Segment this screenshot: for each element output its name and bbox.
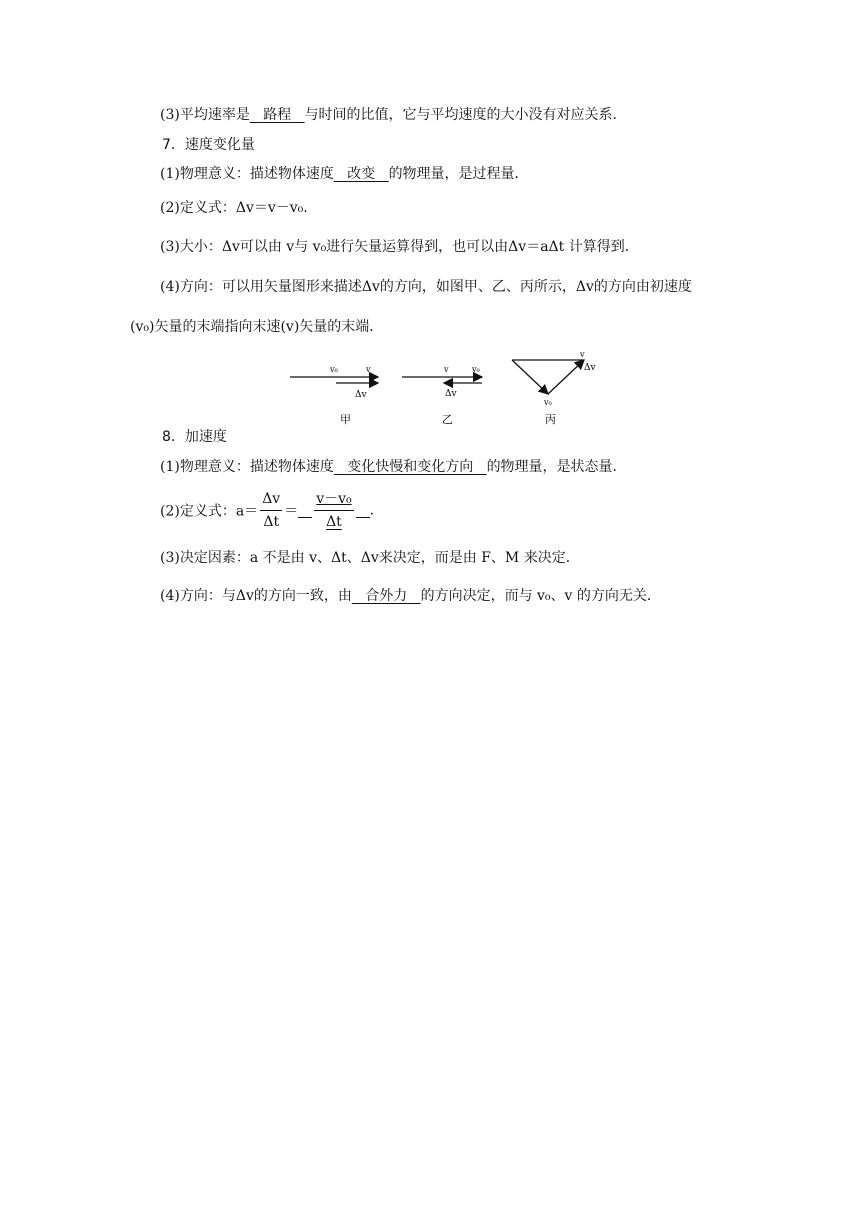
- accel-fraction-1-den: Δt: [263, 514, 280, 530]
- avg-speed-line: [160, 106, 627, 124]
- accel-definition-line: [160, 490, 374, 531]
- jia-label: 甲: [340, 413, 351, 426]
- dv-meaning-prefix: (1)物理意义：描述物体速度: [160, 166, 334, 182]
- bing-v0-arrow: [512, 360, 548, 394]
- bing-dv-arrow: [548, 360, 584, 394]
- accel-fraction-1: [260, 490, 282, 531]
- accel-fraction-1-num: Δv: [262, 491, 281, 507]
- dv-meaning-line: [160, 165, 529, 183]
- vector-figures: [0, 350, 860, 430]
- accel-definition-end: .: [369, 502, 375, 519]
- accel-fraction-2-den: Δt: [326, 514, 342, 530]
- jia-v0-label: v₀: [330, 365, 338, 374]
- accel-direction-blank: 合外力: [365, 588, 408, 604]
- accel-meaning-suffix: 的物理量，是状态量．: [486, 459, 627, 475]
- bing-label: 丙: [545, 413, 556, 426]
- bing-dv-label: Δv: [584, 363, 596, 373]
- accel-meaning-blank: 变化快慢和变化方向: [347, 459, 474, 475]
- accel-meaning-line: [160, 458, 627, 476]
- avg-speed-blank: 路程: [263, 107, 292, 123]
- yi-label: 乙: [442, 413, 453, 426]
- yi-v-label: v: [444, 365, 449, 374]
- jia-dv-label: Δv: [355, 390, 367, 400]
- dv-magnitude-line: (3)大小：Δv可以由 v与 v₀进行矢量运算得到，也可以由Δv＝aΔt 计算得到．: [160, 239, 639, 255]
- dv-meaning-blank: 改变: [347, 166, 376, 182]
- avg-speed-prefix: (3)平均速率是: [160, 107, 250, 123]
- figure-jia: [290, 365, 378, 426]
- bing-v0-label: v₀: [544, 398, 552, 407]
- accel-definition-prefix: (2)定义式：a＝: [160, 503, 259, 520]
- dv-definition-line: (2)定义式：Δv＝v－v₀.: [160, 200, 308, 216]
- dv-direction-line-2: (v₀)矢量的末端指向末速(v)矢量的末端．: [130, 319, 384, 335]
- accel-fraction-2: [314, 490, 353, 531]
- accel-determinants-line: (3)决定因素：a 不是由 v、Δt、Δv来决定，而是由 F、M 来决定．: [160, 550, 580, 566]
- yi-dv-label: Δv: [445, 389, 457, 399]
- dv-meaning-suffix: 的物理量，是过程量．: [388, 166, 529, 182]
- accel-direction-suffix: 的方向决定，而与 v₀、v 的方向无关．: [420, 588, 661, 604]
- accel-definition-eq: ＝: [284, 503, 299, 520]
- avg-speed-suffix: 与时间的比值，它与平均速度的大小没有对应关系．: [304, 107, 627, 123]
- yi-v0-label: v₀: [472, 365, 480, 374]
- dv-direction-line-1: (4)方向：可以用矢量图形来描述Δv的方向，如图甲、乙、丙所示，Δv的方向由初速度: [160, 279, 692, 295]
- section-7-heading: 7．速度变化量: [162, 137, 255, 153]
- section-8-heading: 8．加速度: [162, 429, 227, 445]
- accel-direction-line: [160, 587, 661, 605]
- accel-meaning-prefix: (1)物理意义：描述物体速度: [160, 459, 334, 475]
- accel-direction-prefix: (4)方向：与Δv的方向一致，由: [160, 588, 352, 604]
- accel-fraction-2-num: v－v₀: [316, 491, 352, 507]
- figure-bing: [512, 350, 596, 426]
- figure-yi: [402, 365, 482, 426]
- bing-v-label: v: [580, 350, 585, 359]
- jia-v-label: v: [366, 365, 371, 374]
